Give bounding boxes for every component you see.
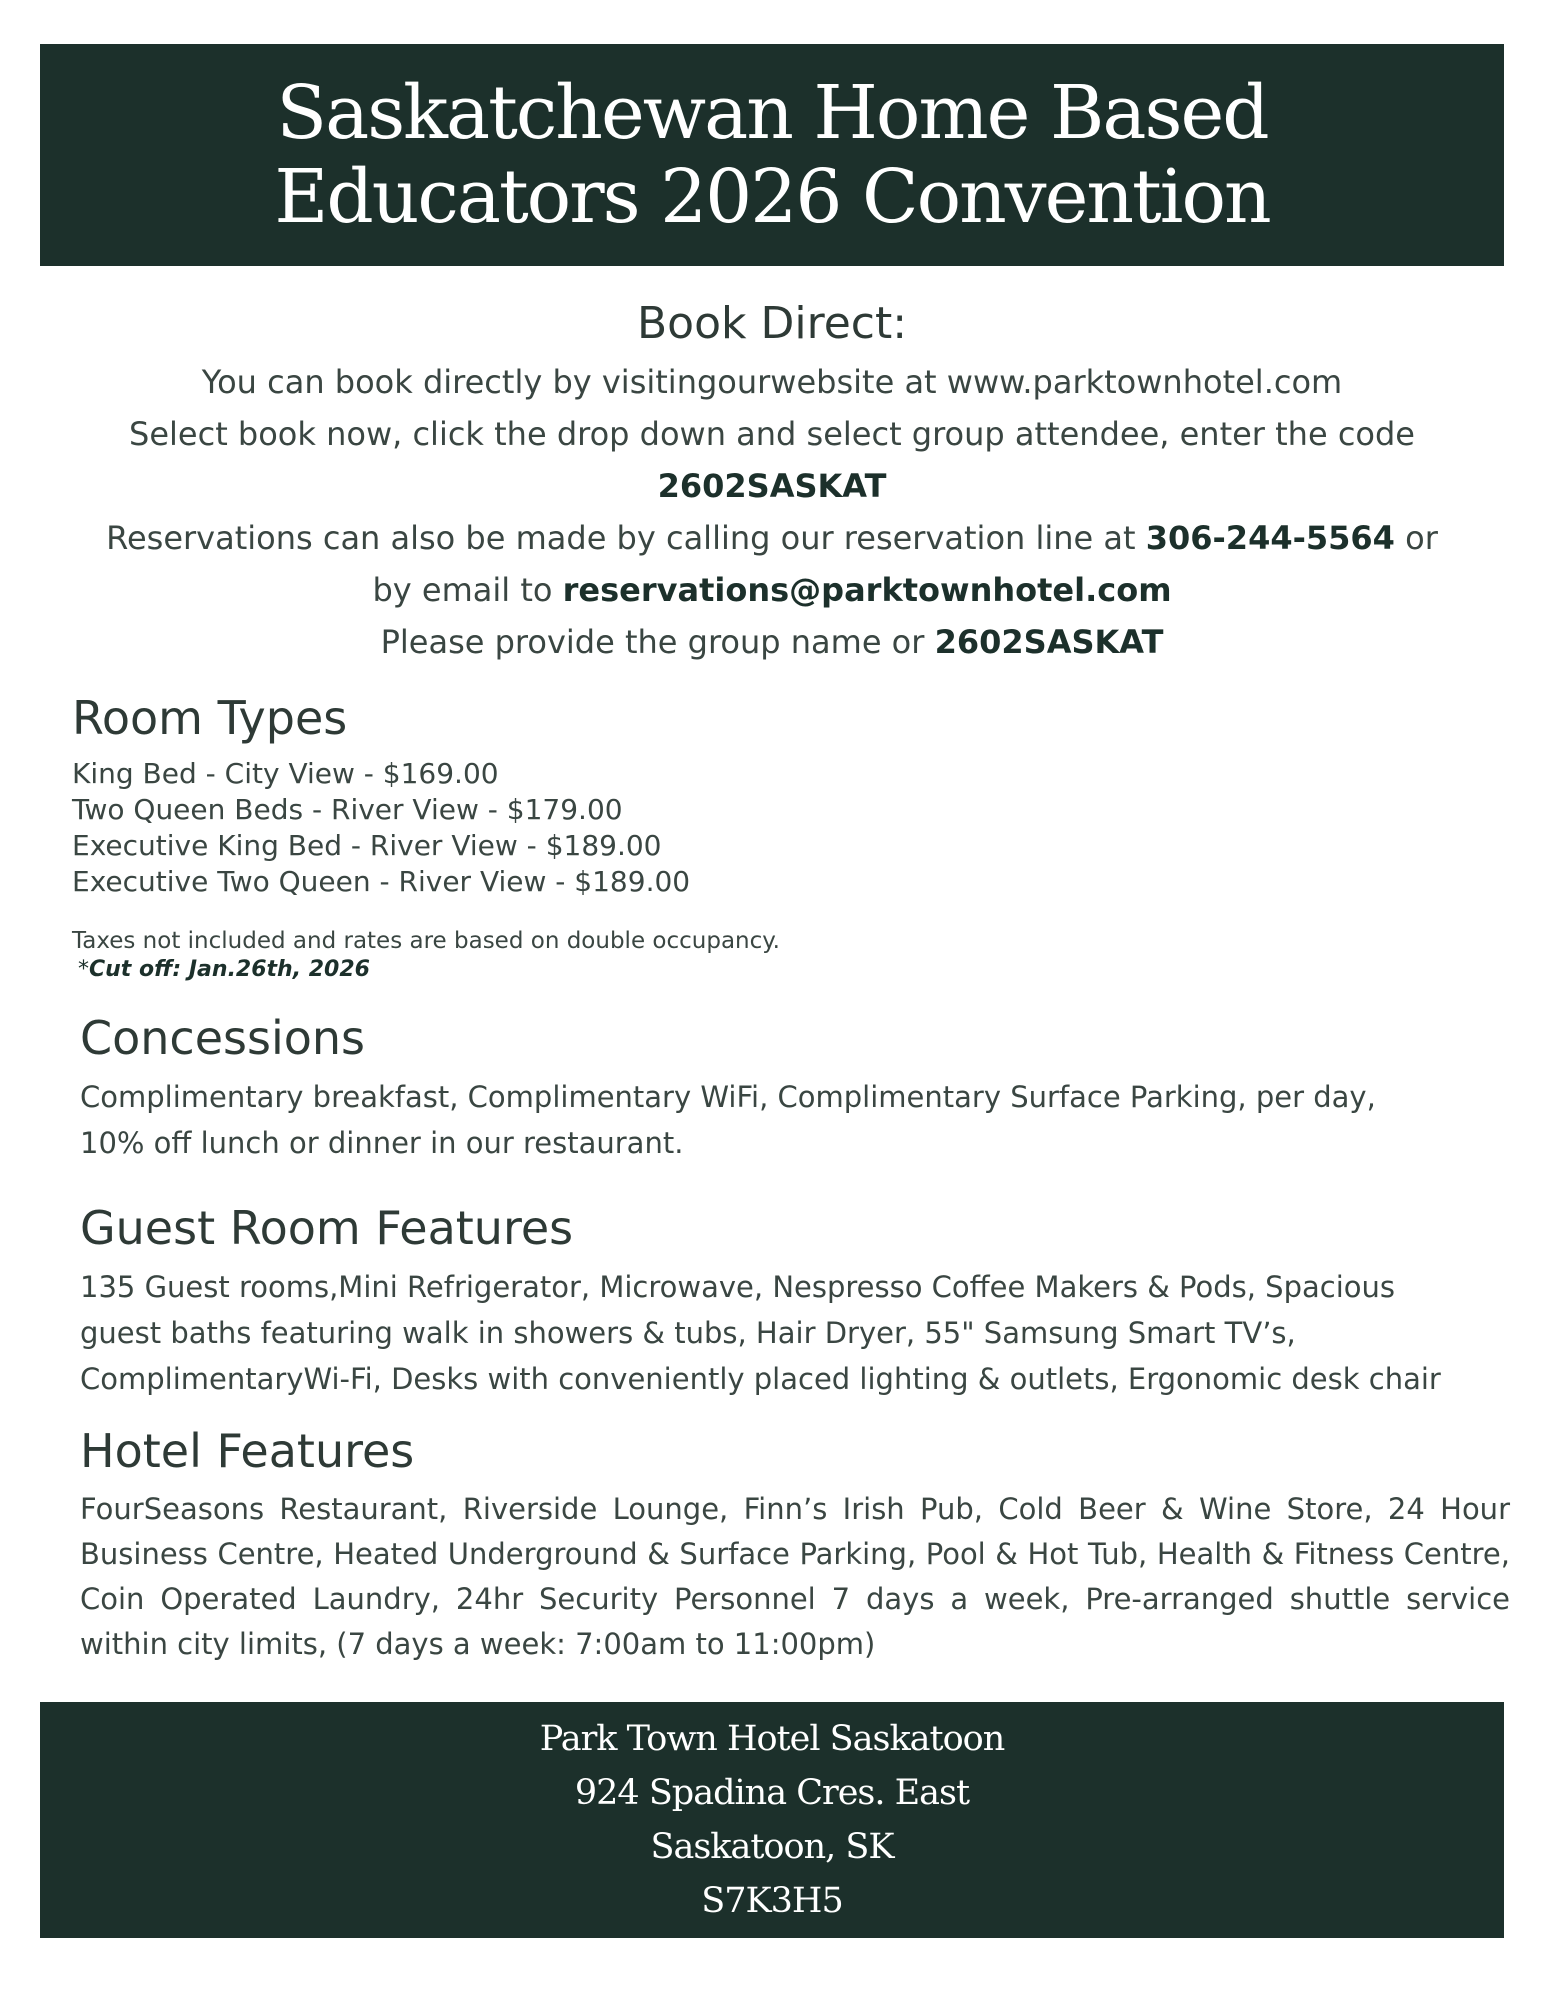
guest-room-features-line: guest baths featuring walk in showers & tubs, Hair Dryer, 55" Samsung Smart TV’s, [80, 1316, 1296, 1350]
room-types-section [72, 690, 1545, 984]
group-name-prefix-text: Please provide the group name or [380, 623, 935, 661]
guest-room-features-heading: Guest Room Features [80, 1201, 574, 1255]
group-code-repeat: 2602SASKAT [934, 623, 1164, 661]
guest-room-features-line: 135 Guest rooms,Mini Refrigerator, Microwave, Nespresso Coffee Makers & Pods, Spacious [80, 1270, 1395, 1304]
guest-room-features-section [80, 1200, 1545, 1402]
room-types-list [72, 756, 1545, 900]
phone-suffix-text: or [1394, 519, 1438, 557]
reservation-email: reservations@parktownhotel.com [562, 571, 1172, 609]
cutoff-asterisk: * [78, 957, 89, 982]
book-direct-instructions-line: Select book now, click the drop down and select group attendee, enter the code [129, 415, 1415, 453]
reservation-phone-line [40, 512, 1504, 564]
postal-code: S7K3H5 [701, 1881, 843, 1921]
guest-room-features-text [80, 1264, 1545, 1402]
guest-room-features-line: ComplimentaryWi-Fi, Desks with conveniently placed lighting & outlets, Ergonomic desk chair [80, 1362, 1441, 1396]
reservation-email-line [40, 564, 1504, 616]
concessions-text [80, 1074, 1545, 1166]
reservation-phone: 306-244-5564 [1145, 519, 1395, 557]
room-type-item: Executive King Bed - River View - $189.00 [72, 829, 662, 862]
hotel-features-heading: Hotel Features [80, 1424, 415, 1478]
concessions-section [80, 1010, 1545, 1166]
cutoff-date [78, 956, 1545, 984]
group-code: 2602SASKAT [657, 467, 887, 505]
room-type-item: Two Queen Beds - River View - $179.00 [72, 793, 623, 826]
concessions-line: Complimentary breakfast, Complimentary WiFi, Complimentary Surface Parking, per day, [80, 1080, 1376, 1114]
hotel-features-section [80, 1423, 1545, 1667]
event-title-line-1: Saskatchewan Home Based [276, 70, 1268, 156]
header-banner [40, 44, 1504, 266]
event-title-line-2: Educators 2026 Convention [274, 154, 1270, 240]
book-direct-heading: Book Direct: [636, 298, 908, 349]
phone-prefix-text: Reservations can also be made by calling our reservation line at [106, 519, 1146, 557]
footer-address-banner [40, 1702, 1504, 1938]
concessions-heading: Concessions [80, 1011, 365, 1065]
cutoff-text: Cut off: Jan.26th, 2026 [89, 957, 370, 982]
hotel-name: Park Town Hotel Saskatoon [539, 1719, 1005, 1759]
book-direct-website-line: You can book directly by visitingourwebsite at www.parktownhotel.com [201, 363, 1343, 401]
hotel-features-text: FourSeasons Restaurant, Riverside Lounge, Finn’s Irish Pub, Cold Beer & Wine Store, 24 Hour Business Centre, Heated Underground & Surface Parking, Pool & Hot Tub, Health & Fitness Centre, Coin Operated Laundry, 24hr Security Personnel 7 days a week, Pre-arranged shuttle service within city limits, (7 days a week: 7:00am to 11:00pm) [80, 1492, 1510, 1661]
room-type-item: Executive Two Queen - River View - $189.00 [72, 865, 691, 898]
room-types-heading: Room Types [72, 691, 348, 745]
street-address: 924 Spadina Cres. East [574, 1773, 970, 1813]
room-type-item: King Bed - City View - $169.00 [72, 757, 499, 790]
group-code-line [40, 460, 1504, 512]
city-province: Saskatoon, SK [650, 1827, 894, 1867]
book-direct-section [40, 296, 1504, 668]
group-name-line [40, 616, 1504, 668]
rates-note: Taxes not included and rates are based on double occupancy. [72, 928, 780, 954]
email-prefix-text: by email to [372, 571, 563, 609]
concessions-line: 10% off lunch or dinner in our restaurant. [80, 1126, 684, 1160]
